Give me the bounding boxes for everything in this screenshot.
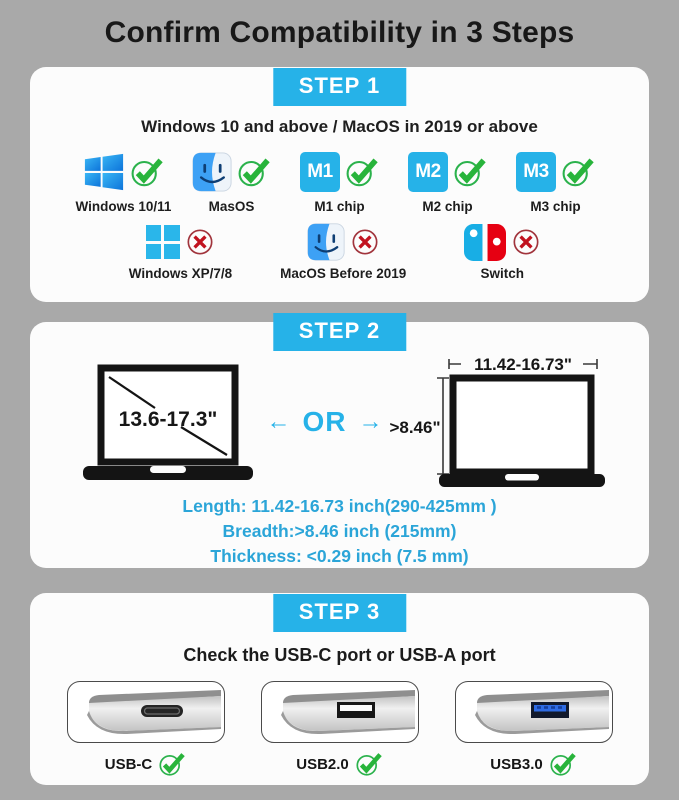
cross-icon (185, 227, 215, 257)
usb-c-port-photo (67, 681, 225, 743)
check-icon (130, 156, 164, 188)
list-item-label: Windows 10/11 (75, 199, 172, 214)
list-item-usb-c (67, 681, 225, 777)
windows-legacy-logo-icon (146, 225, 180, 259)
spec-breadth: Breadth:>8.46 inch (215mm) (222, 521, 457, 541)
m1-chip-icon: M1 (300, 152, 340, 192)
ports-row (30, 681, 649, 777)
check-icon (453, 156, 487, 188)
step3-card (30, 593, 649, 785)
cross-icon (511, 227, 541, 257)
left-arrow-icon: ← (266, 408, 291, 435)
right-arrow-icon: → (358, 408, 383, 435)
usb2-port-photo (261, 681, 419, 743)
m2-chip-icon: M2 (408, 152, 448, 192)
laptop-front-diagram (73, 364, 263, 486)
spec-thickness: Thickness: <0.29 inch (7.5 mm) (210, 546, 469, 566)
diagonal-size-label: 13.6-17.3" (118, 408, 217, 431)
depth-dimension-label: >8.46" (388, 418, 441, 437)
check-icon (561, 156, 595, 188)
list-item-switch (454, 222, 550, 281)
port-label: USB2.0 (296, 755, 349, 773)
list-item-m1 (292, 149, 388, 214)
list-item-label: M3 chip (530, 199, 581, 214)
page-title: Confirm Compatibility in 3 Steps (104, 16, 575, 49)
finder-logo-icon (307, 223, 345, 261)
laptop-dimensions-diagram (387, 354, 607, 488)
or-separator (267, 406, 383, 438)
list-item-label: Windows XP/7/8 (128, 266, 233, 281)
list-item-windows-legacy (129, 222, 232, 281)
step2-badge: STEP 2 (273, 313, 406, 351)
step1-badge: STEP 1 (273, 68, 406, 106)
width-dimension-label: 11.42-16.73" (473, 355, 572, 374)
or-label: OR (302, 406, 347, 437)
port-label: USB3.0 (490, 755, 543, 773)
nintendo-switch-logo-icon (464, 224, 506, 261)
size-specs (30, 494, 649, 569)
spec-length: Length: 11.42-16.73 inch(290-425mm ) (182, 496, 497, 516)
list-item-label: MasOS (208, 199, 255, 214)
windows-logo-icon (83, 151, 125, 193)
step1-card (30, 67, 649, 302)
check-icon (158, 751, 186, 777)
list-item-label: M2 chip (422, 199, 473, 214)
list-item-m2 (400, 149, 496, 214)
step3-badge: STEP 3 (273, 594, 406, 632)
list-item-usb2 (261, 681, 419, 777)
step1-subtitle: Windows 10 and above / MacOS in 2019 or above (141, 117, 538, 136)
check-icon (355, 751, 383, 777)
finder-logo-icon (192, 152, 232, 192)
supported-systems-row (30, 149, 649, 214)
list-item-macos (184, 149, 280, 214)
unsupported-systems-row (30, 222, 649, 281)
port-label: USB-C (104, 755, 153, 773)
step3-subtitle: Check the USB-C port or USB-A port (183, 645, 496, 665)
list-item-windows10 (76, 149, 172, 214)
check-icon (237, 156, 271, 188)
step2-card (30, 318, 649, 568)
cross-icon (350, 227, 380, 257)
list-item-usb3 (455, 681, 613, 777)
check-icon (345, 156, 379, 188)
list-item-label: MacOS Before 2019 (280, 266, 407, 281)
list-item-macos-legacy (280, 222, 406, 281)
usb3-port-photo (455, 681, 613, 743)
list-item-m3 (508, 149, 604, 214)
check-icon (549, 751, 577, 777)
list-item-label: M1 chip (314, 199, 365, 214)
m3-chip-icon: M3 (516, 152, 556, 192)
list-item-label: Switch (480, 266, 524, 281)
